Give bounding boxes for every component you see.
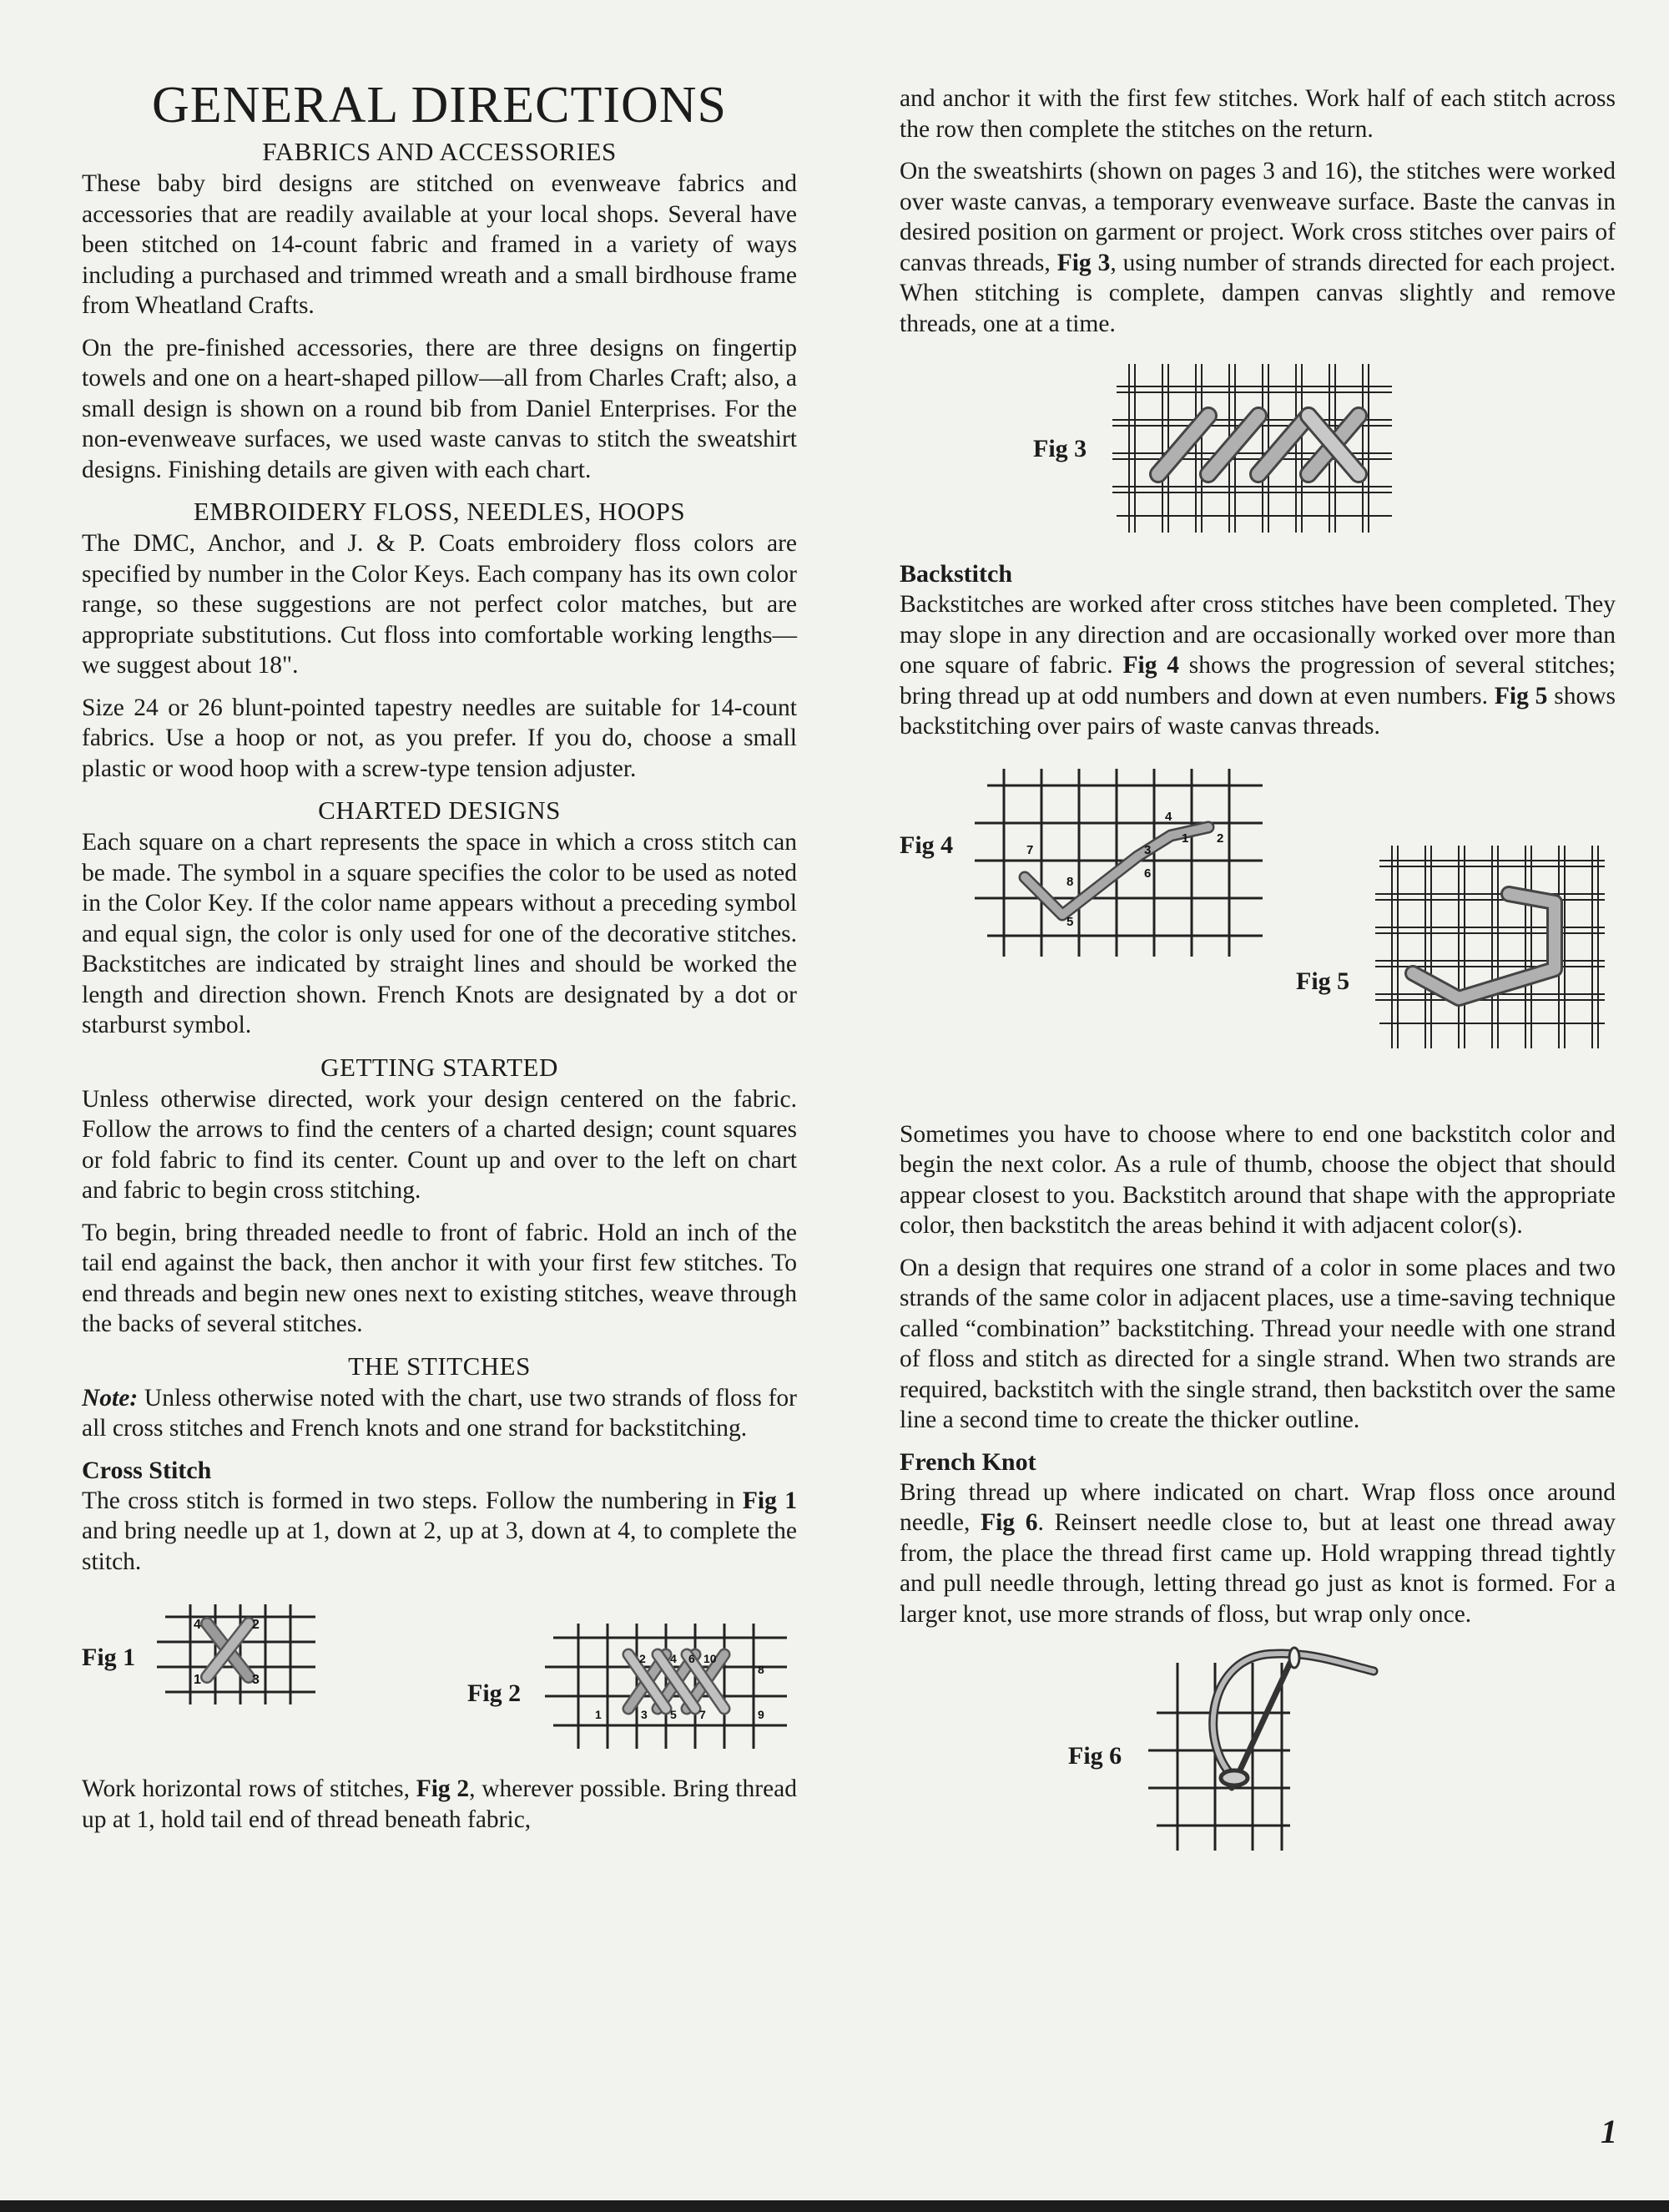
fig6-diagram: [1148, 1646, 1382, 1855]
fig4-reference: Fig 4: [1122, 652, 1179, 679]
fig4-fig5-row: [900, 752, 1616, 1111]
fig1-number: 1: [194, 1673, 201, 1687]
started-paragraph-1: Unless otherwise directed, work your design centered on the fabric. Follow the arrows to find the centers of a charted design; count squares or fold fabric to find its center. Count up and over to the left on chart and fabric to begin cross stitching.: [82, 1085, 797, 1204]
fig1-number: 2: [252, 1618, 260, 1632]
fig1-label: Fig 1: [82, 1644, 136, 1671]
fabrics-paragraph-1: These baby bird designs are stitched on evenweave fabrics and accessories that are readily available at your local shops. Several have been stitched on 14-count fabric and framed in a variety of ways including a purchased and trimmed wreath and a small birdhouse frame from Wheatland Crafts.: [82, 170, 797, 319]
started-paragraph-2: To begin, bring threaded needle to front of fabric. Hold an inch of the tail end against the back, then anchor it with your first few stitches. To end threads and begin new ones next to existing stitches, weave through the backs of several stitches.: [82, 1219, 797, 1337]
fig1-fig2-row: [82, 1592, 797, 1759]
rows-text-a: Work horizontal rows of stitches,: [82, 1775, 416, 1802]
bottom-edge-bar: [0, 2200, 1669, 2212]
rows-text-b: , wherever possible. Bring thread up at 1, hold tail end of thread beneath fabric,: [82, 1775, 797, 1833]
right-column: [900, 83, 1616, 1878]
note-label: Note:: [82, 1384, 139, 1412]
backstitch-paragraph: [900, 589, 1616, 742]
stitches-heading: THE STITCHES: [348, 1351, 531, 1381]
fig2-number: 10: [703, 1652, 717, 1665]
fig2-number: 7: [699, 1708, 706, 1721]
fig4-diagram: [975, 760, 1267, 961]
sweatshirt-paragraph: [900, 156, 1616, 339]
fig5-reference: Fig 5: [1494, 682, 1548, 710]
horizontal-rows-paragraph: [82, 1774, 797, 1835]
fabrics-heading: FABRICS AND ACCESSORIES: [262, 137, 617, 166]
fig3-diagram: [1112, 357, 1396, 537]
back-text-a: Backstitches are worked after cross stitches have been completed. They may slope in any direction and are occasionally worked over more than one square of fabric.: [900, 591, 1616, 679]
fig4-number: 3: [1144, 842, 1152, 857]
cross-stitch-heading: Cross Stitch: [82, 1456, 212, 1484]
fig2-number: 1: [595, 1708, 602, 1721]
floss-paragraph-2: Size 24 or 26 blunt-pointed tapestry needles are suitable for 14-count fabrics. Use a hoop or not, as you prefer. If you do, choose a small plastic or wood hoop with a screw-type tension adjuster.: [82, 694, 797, 782]
fig1-number: 4: [194, 1618, 201, 1632]
note-paragraph: [82, 1383, 797, 1444]
fig2-number: 9: [758, 1708, 764, 1721]
fig1-reference: Fig 1: [742, 1487, 797, 1514]
fig2-label: Fig 2: [467, 1679, 522, 1707]
fig2-number: 5: [670, 1708, 677, 1721]
fig3-row: [900, 357, 1616, 549]
fabrics-paragraph-2: On the pre-finished accessories, there are three designs on fingertip towels and one on a heart-shaped pillow—all from Charles Craft; also, a small design is shown on a round bib from Daniel Enterprises. For the non-evenweave surfaces, we used waste canvas to stitch the sweatshirt designs. Finishing details are given with each chart.: [82, 334, 797, 483]
cross-stitch-paragraph: [82, 1486, 797, 1578]
started-heading: GETTING STARTED: [320, 1052, 558, 1082]
floss-heading: EMBROIDERY FLOSS, NEEDLES, HOOPS: [193, 497, 686, 526]
floss-paragraph-1: The DMC, Anchor, and J. & P. Coats embroidery floss colors are specified by number in the Color Keys. Each company has its own color range, so these suggestions are not perfect color matches, but are appropriate substitutions. Cut floss into comfortable working lengths—we suggest about 18".: [82, 530, 797, 679]
continued-paragraph: and anchor it with the first few stitches. Work half of each stitch across the row then complete the stitches on the return.: [900, 85, 1616, 143]
fig3-reference: Fig 3: [1056, 249, 1111, 276]
fig4-number: 8: [1066, 874, 1074, 889]
fig2-number: 3: [641, 1708, 648, 1721]
fig4-number: 6: [1144, 866, 1152, 881]
french-knot-paragraph: [900, 1477, 1616, 1630]
fig2-number: 2: [639, 1652, 646, 1665]
knot-text-b: . Reinsert needle close to, but at least one thread away from, the place the thread first came up. Hold wrapping thread tightly and pull needle through, letting thread go just as knot is formed. For a larger knot, use more strands of floss, but wrap only once.: [900, 1509, 1616, 1628]
page-title: GENERAL DIRECTIONS: [151, 77, 728, 134]
fig2-diagram: [545, 1617, 795, 1755]
fig4-number: 4: [1165, 809, 1172, 824]
fig6-label: Fig 6: [1068, 1742, 1122, 1770]
choose-color-paragraph: Sometimes you have to choose where to end one backstitch color and begin the next color. As a rule of thumb, choose the object that should appear closest to you. Backstitch around that shape with the appropriate color, then backstitch the areas behind it with adjacent color(s).: [900, 1120, 1616, 1239]
fig4-label: Fig 4: [900, 831, 954, 859]
note-text: Unless otherwise noted with the chart, use two strands of floss for all cross stitches and French knots and one strand for backstitching.: [82, 1384, 797, 1442]
fig2-number: 4: [670, 1652, 677, 1665]
fig2-number: 8: [758, 1663, 764, 1676]
back-text-c: shows backstitching over pairs of waste canvas threads.: [900, 682, 1616, 740]
charted-heading: CHARTED DESIGNS: [318, 795, 561, 825]
back-text-b: shows the progression of several stitches; bring thread up at odd numbers and down at even numbers.: [900, 652, 1616, 710]
fig4-number: 7: [1026, 842, 1034, 857]
fig4-number: 5: [1066, 914, 1074, 929]
backstitch-heading: Backstitch: [900, 560, 1012, 588]
french-knot-heading: French Knot: [900, 1447, 1036, 1476]
fig3-label: Fig 3: [1033, 435, 1087, 462]
fig2-reference: Fig 2: [416, 1775, 470, 1802]
fig1-number: 3: [252, 1673, 260, 1687]
charted-paragraph: Each square on a chart represents the space in which a cross stitch can be made. The symbol in a square specifies the color to be used as noted in the Color Key. If the color name appears without a preceding symbol and equal sign, the color is only used for one of the decorative stitches. Backstitches are indicated by straight lines and should be worked the length and direction shown. French Knots are designated by a dot or starburst symbol.: [82, 829, 797, 1038]
sweat-text-b: , using number of strands directed for each project. When stitching is complete, dampen canvas slightly and remove threads, one at a time.: [900, 249, 1616, 337]
fig4-number: 2: [1217, 831, 1224, 846]
fig1-diagram: [157, 1600, 324, 1709]
fig4-number: 1: [1182, 831, 1189, 846]
fig2-number: 6: [688, 1652, 695, 1665]
sweat-text-a: On the sweatshirts (shown on pages 3 and 16), the stitches were worked over waste canvas, a temporary evenweave surface. Baste the canvas in desired position on garment or project. Work cross stitches over pairs of canvas threads,: [900, 158, 1616, 276]
cross-text-b: and bring needle up at 1, down at 2, up at 3, down at 4, to complete the stitch.: [82, 1518, 797, 1575]
cross-text-a: The cross stitch is formed in two steps. Follow the numbering in: [82, 1487, 743, 1514]
knot-text-a: Bring thread up where indicated on chart. Wrap floss once around needle,: [900, 1478, 1616, 1536]
fig6-reference: Fig 6: [981, 1509, 1038, 1536]
fig6-row: [900, 1646, 1616, 1863]
page-number: 1: [1601, 2113, 1617, 2150]
combination-paragraph: On a design that requires one strand of a color in some places and two strands of the same color in adjacent places, use a time-saving technique called “combination” backstitching. Thread your needle with one strand of floss and stitch as directed for a single strand. When two strands are required, backstitch with the single strand, then backstitch over the same line a second time to create the thicker outline.: [900, 1254, 1616, 1433]
left-column: [82, 77, 797, 1846]
fig5-label: Fig 5: [1296, 967, 1350, 995]
fig5-diagram: [1375, 844, 1609, 1053]
